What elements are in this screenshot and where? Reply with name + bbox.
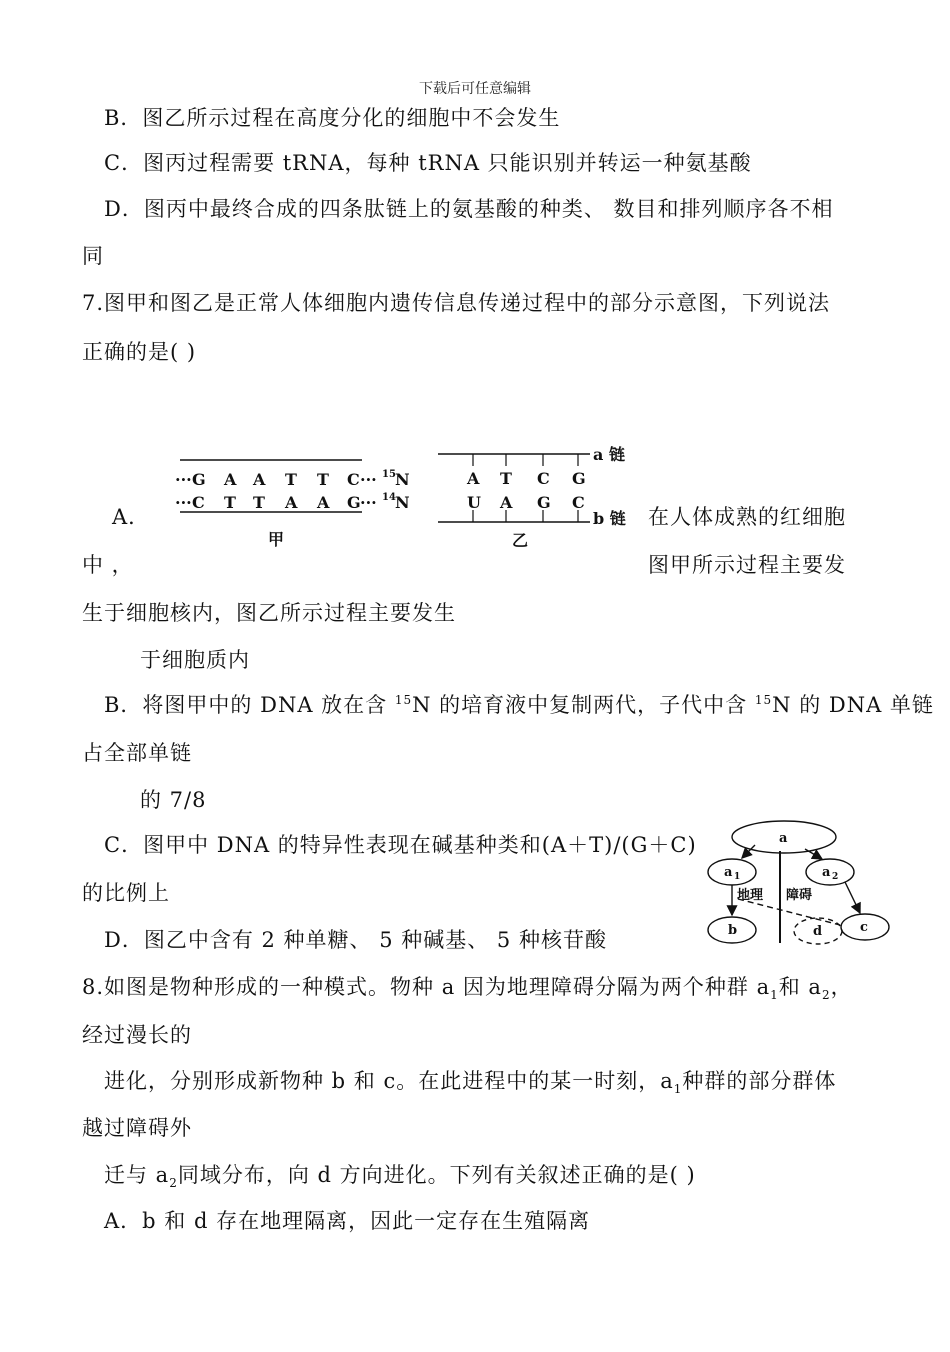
barrier-label-right: 障碍 xyxy=(786,888,813,903)
figure-yi-transcription xyxy=(430,440,640,552)
jia-bot-label-sup: 14 xyxy=(382,492,396,503)
q7-option-a-mid-right: 图甲所示过程主要发 xyxy=(648,553,846,577)
q8-stem-line5: 迁与 $a_2$同域分布，向 d 方向进化。下列有关叙述正确的是( ) xyxy=(104,1163,696,1191)
q7-option-a-prefix: A． xyxy=(112,505,151,529)
q8-stem-line2: 经过漫长的 xyxy=(82,1023,192,1047)
jia-top-base: A xyxy=(224,470,237,489)
yi-bot-label: b 链 xyxy=(593,509,626,528)
yi-top-base: T xyxy=(500,469,512,488)
q7-option-c-line2: 的比例上 xyxy=(82,881,170,905)
node-d: d xyxy=(813,924,823,939)
yi-top-base: G xyxy=(572,469,586,488)
q8-stem-line4: 越过障碍外 xyxy=(82,1116,192,1140)
barrier-label-left: 地理 xyxy=(737,888,764,903)
q7-option-a-mid-left: 中 ， xyxy=(82,553,134,577)
q6-option-b: B．图乙所示过程在高度分化的细胞中不会发生 xyxy=(104,106,561,130)
figure-jia-dna xyxy=(170,450,430,555)
jia-bot-prefix: ··· xyxy=(175,493,192,512)
jia-top-label-sup: 15 xyxy=(382,469,396,480)
jia-top-base: A xyxy=(253,470,266,489)
jia-bot-label: N xyxy=(395,493,410,512)
q7-option-c-line1: C．图甲中 DNA 的特异性表现在碱基种类和(A＋T)/(G＋C) xyxy=(104,833,697,857)
q7-option-b-line3: 的 7/8 xyxy=(140,788,207,812)
jia-bot-base: T xyxy=(224,493,236,512)
q8-stem-line3: 进化，分别形成新物种 b 和 c。在此进程中的某一时刻，$a_1$种群的部分群体 xyxy=(104,1069,837,1097)
node-a2: a xyxy=(822,865,831,880)
jia-caption: 甲 xyxy=(268,530,285,549)
jia-top-base: T xyxy=(317,470,329,489)
q8-stem-line1: 8.如图是物种形成的一种模式。物种 a 因为地理障碍分隔为两个种群 $a_1$和 $a_2$， xyxy=(82,975,853,1003)
node-a2-sub: 2 xyxy=(832,872,839,882)
jia-bot-suffix: ··· xyxy=(360,493,377,512)
node-c: c xyxy=(860,920,868,935)
q8-option-a: A．b 和 d 存在地理隔离，因此一定存在生殖隔离 xyxy=(104,1209,591,1233)
jia-bot-base: G xyxy=(347,493,361,512)
yi-caption: 乙 xyxy=(512,531,529,550)
jia-top-prefix: ··· xyxy=(175,470,192,489)
jia-bot-base: T xyxy=(253,493,265,512)
yi-top-base: C xyxy=(537,469,550,488)
jia-bot-base: A xyxy=(285,493,298,512)
q7-option-d: D．图乙中含有 2 种单糖、 5 种碱基、 5 种核苷酸 xyxy=(104,928,607,952)
jia-top-base: T xyxy=(285,470,297,489)
jia-bot-base: A xyxy=(317,493,330,512)
yi-bot-base: A xyxy=(500,493,513,512)
q7-option-b-line2: 占全部单链 xyxy=(82,741,192,765)
node-a1-sub: 1 xyxy=(734,872,741,882)
q7-option-a-line3: 生于细胞核内，图乙所示过程主要发生 xyxy=(82,601,456,625)
yi-top-base: A xyxy=(467,469,480,488)
q7-option-a-right1: 在人体成熟的红细胞 xyxy=(648,505,846,529)
yi-bot-base: U xyxy=(467,493,481,512)
yi-bot-base: C xyxy=(572,493,585,512)
q6-option-d-line1: D．图丙中最终合成的四条肽链上的氨基酸的种类、 数目和排列顺序各不相 xyxy=(104,197,834,221)
q6-option-d-line2: 同 xyxy=(82,244,104,268)
figure-speciation xyxy=(700,815,900,950)
q6-option-c: C．图丙过程需要 tRNA，每种 tRNA 只能识别并转运一种氨基酸 xyxy=(104,151,752,175)
node-a1: a xyxy=(724,865,733,880)
q7-stem-line1: 7.图甲和图乙是正常人体细胞内遗传信息传递过程中的部分示意图，下列说法 xyxy=(82,291,831,315)
q7-option-b-line1: B．将图甲中的 DNA 放在含 $^{15}$N 的培育液中复制两代，子代中含 $^{15}$N 的 DNA 单链 xyxy=(104,693,934,717)
yi-top-label: a 链 xyxy=(593,445,625,464)
jia-top-label: N xyxy=(395,470,410,489)
q7-stem-line2: 正确的是( ) xyxy=(82,340,197,364)
jia-top-base: C xyxy=(347,470,360,489)
node-a: a xyxy=(779,831,788,846)
node-b: b xyxy=(728,923,738,938)
jia-top-base: G xyxy=(192,470,206,489)
yi-bot-base: G xyxy=(537,493,551,512)
q7-option-a-line4: 于细胞质内 xyxy=(140,648,250,672)
page-header: 下载后可任意编辑 xyxy=(419,81,531,97)
jia-top-suffix: ··· xyxy=(360,470,377,489)
jia-bot-base: C xyxy=(192,493,205,512)
